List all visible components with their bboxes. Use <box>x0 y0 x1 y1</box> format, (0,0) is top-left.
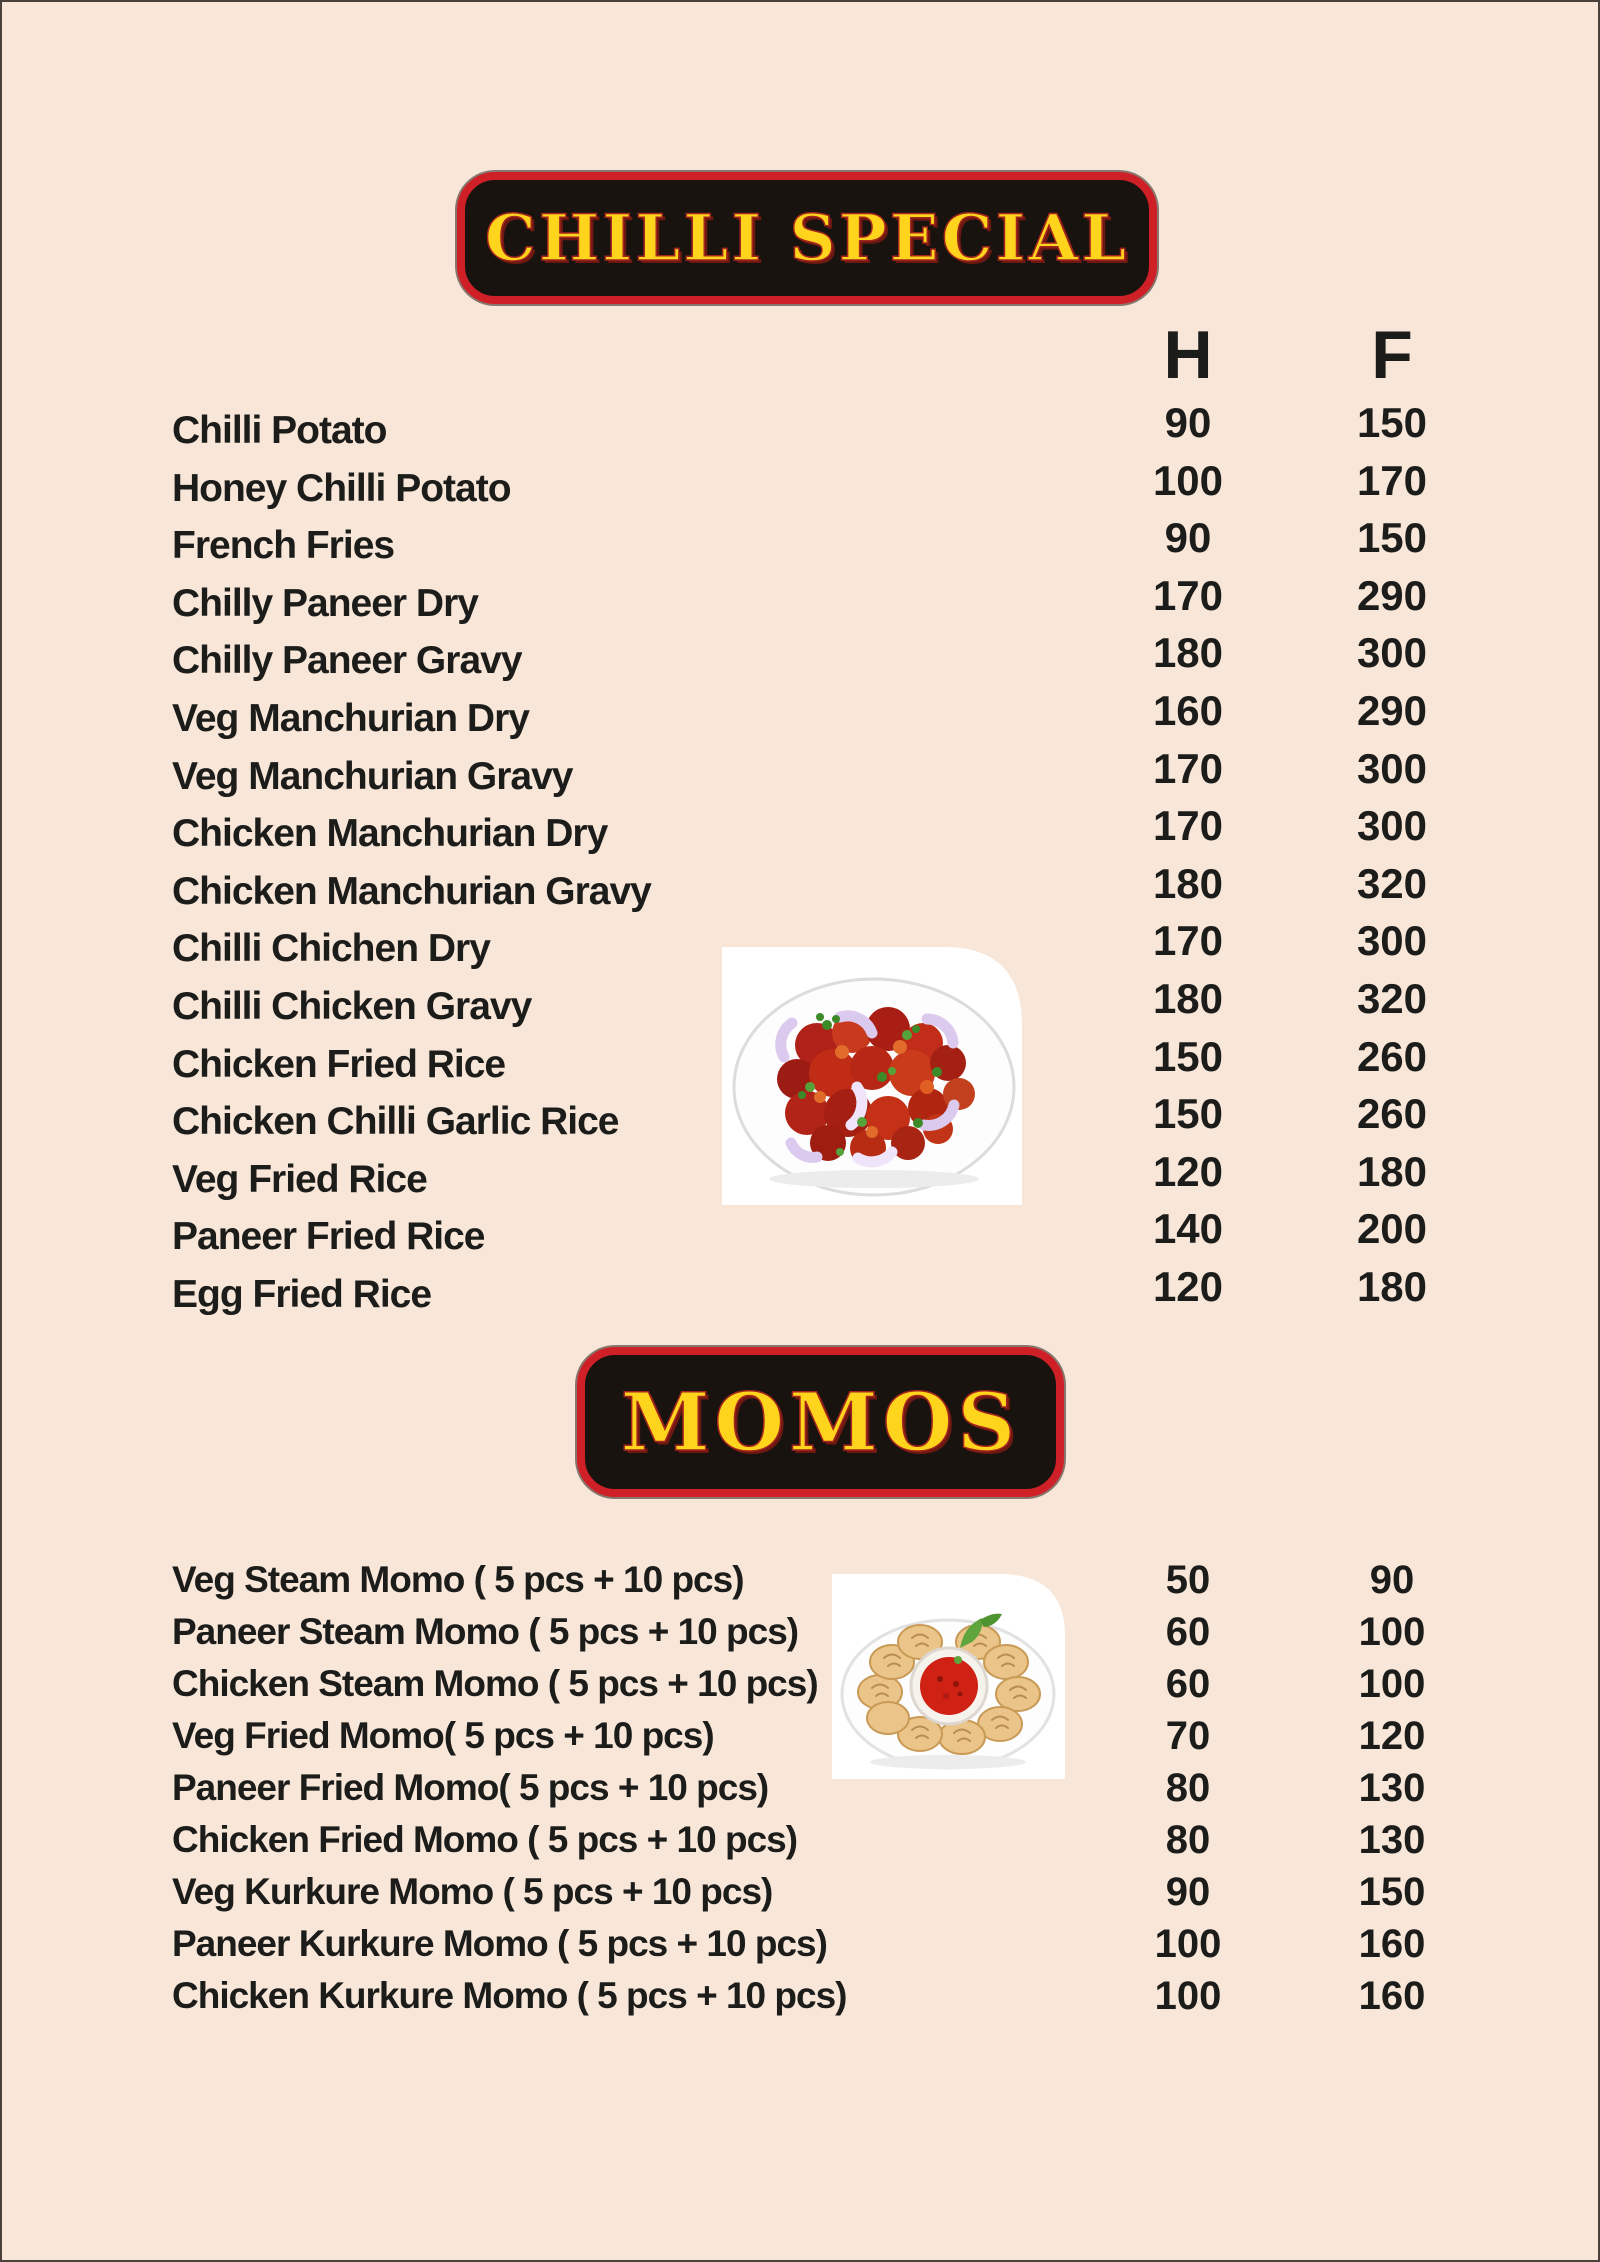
item-name: Veg Manchurian Dry <box>172 696 529 740</box>
item-name: Veg Manchurian Gravy <box>172 754 573 798</box>
price-full: 150 <box>1356 514 1428 562</box>
momos-title: MOMOS <box>620 1375 1021 1469</box>
price-full: 320 <box>1356 859 1428 907</box>
menu-item-row <box>172 1814 1542 1866</box>
price-half: 50 <box>1165 1558 1211 1602</box>
price-full: 160 <box>1358 1922 1426 1966</box>
price-half: 70 <box>1165 1714 1211 1758</box>
price-half: 170 <box>1152 744 1224 792</box>
price-full: 300 <box>1356 802 1428 850</box>
menu-item-row <box>172 1762 1542 1814</box>
price-half: 170 <box>1152 571 1224 619</box>
item-name: Chicken Manchurian Gravy <box>172 869 651 913</box>
item-name: Paneer Kurkure Momo ( 5 pcs + 10 pcs) <box>172 1923 827 1964</box>
price-full: 200 <box>1356 1205 1428 1253</box>
price-half: 100 <box>1154 1922 1222 1966</box>
column-header-half: H <box>1163 317 1213 393</box>
menu-item-row <box>172 1970 1542 2022</box>
price-half: 170 <box>1152 802 1224 850</box>
menu-item-row <box>172 1658 1542 1710</box>
price-half: 180 <box>1152 859 1224 907</box>
momos-banner <box>577 1347 1064 1497</box>
item-name: Chicken Fried Momo ( 5 pcs + 10 pcs) <box>172 1819 798 1860</box>
price-half: 90 <box>1165 1870 1211 1914</box>
item-name: Chilli Potato <box>172 409 387 452</box>
item-name: Chilli Chicken Gravy <box>172 984 532 1028</box>
price-half: 170 <box>1152 917 1224 965</box>
menu-item-row <box>172 1554 1542 1606</box>
item-name: Chicken Manchurian Dry <box>172 812 608 856</box>
price-half: 160 <box>1152 686 1224 734</box>
price-full: 260 <box>1356 1090 1428 1138</box>
price-full: 160 <box>1358 1974 1426 2018</box>
item-name: French Fries <box>172 524 395 568</box>
price-full: 300 <box>1356 917 1428 965</box>
menu-item-row <box>172 1262 1542 1324</box>
price-half: 100 <box>1154 1974 1222 2018</box>
price-half: 120 <box>1152 1147 1224 1195</box>
price-full: 180 <box>1356 1147 1428 1195</box>
price-full: 120 <box>1358 1714 1426 1758</box>
menu-item-row <box>172 1606 1542 1658</box>
chilli-special-title: CHILLI SPECIAL <box>484 200 1130 276</box>
item-name: Chicken Chilli Garlic Rice <box>172 1100 619 1144</box>
item-name: Chicken Steam Momo ( 5 pcs + 10 pcs) <box>172 1663 818 1704</box>
menu-item-row <box>172 1710 1542 1762</box>
item-name: Veg Fried Rice <box>172 1157 427 1201</box>
price-half: 90 <box>1164 399 1212 446</box>
item-name: Chilli Chichen Dry <box>172 927 490 971</box>
price-half: 150 <box>1152 1032 1224 1080</box>
price-full: 150 <box>1356 399 1428 446</box>
item-name: Paneer Steam Momo ( 5 pcs + 10 pcs) <box>172 1611 799 1652</box>
item-name: Paneer Fried Rice <box>172 1215 485 1259</box>
item-name: Chicken Kurkure Momo ( 5 pcs + 10 pcs) <box>172 1975 847 2016</box>
price-half: 180 <box>1152 974 1224 1022</box>
item-name: Veg Steam Momo ( 5 pcs + 10 pcs) <box>172 1559 744 1600</box>
price-full: 320 <box>1356 974 1428 1022</box>
price-full: 130 <box>1358 1766 1426 1810</box>
price-full: 290 <box>1356 686 1428 734</box>
price-full: 290 <box>1356 571 1428 619</box>
price-full: 90 <box>1369 1558 1415 1602</box>
price-full: 300 <box>1356 744 1428 792</box>
price-half: 150 <box>1152 1090 1224 1138</box>
item-name: Chilly Paneer Gravy <box>172 639 522 683</box>
price-half: 80 <box>1165 1818 1211 1862</box>
price-half: 100 <box>1152 456 1224 504</box>
price-full: 300 <box>1356 629 1428 677</box>
item-name: Veg Kurkure Momo ( 5 pcs + 10 pcs) <box>172 1871 773 1912</box>
item-name: Paneer Fried Momo( 5 pcs + 10 pcs) <box>172 1767 769 1808</box>
menu-item-row <box>172 1918 1542 1970</box>
item-name: Chicken Fried Rice <box>172 1042 506 1086</box>
price-half: 120 <box>1152 1262 1224 1310</box>
price-half: 90 <box>1164 514 1212 562</box>
price-full: 260 <box>1356 1032 1428 1080</box>
price-full: 130 <box>1358 1818 1426 1862</box>
price-half: 60 <box>1165 1662 1211 1706</box>
price-half: 80 <box>1165 1766 1211 1810</box>
price-full: 100 <box>1358 1610 1426 1654</box>
item-name: Honey Chilli Potato <box>172 466 511 510</box>
price-full: 170 <box>1356 456 1428 504</box>
price-half: 60 <box>1165 1610 1211 1654</box>
price-full: 180 <box>1356 1262 1428 1310</box>
item-name: Veg Fried Momo( 5 pcs + 10 pcs) <box>172 1715 714 1756</box>
column-header-full: F <box>1371 317 1413 393</box>
chilli-special-banner <box>457 172 1157 304</box>
item-name: Egg Fried Rice <box>172 1272 432 1316</box>
chilli-special-list <box>172 399 1542 1324</box>
price-half: 140 <box>1152 1205 1224 1253</box>
momos-list <box>172 1554 1542 2022</box>
item-name: Chilly Paneer Dry <box>172 581 478 625</box>
price-full: 100 <box>1358 1662 1426 1706</box>
menu-item-row <box>172 1866 1542 1918</box>
price-half: 180 <box>1152 629 1224 677</box>
price-full: 150 <box>1358 1870 1426 1914</box>
